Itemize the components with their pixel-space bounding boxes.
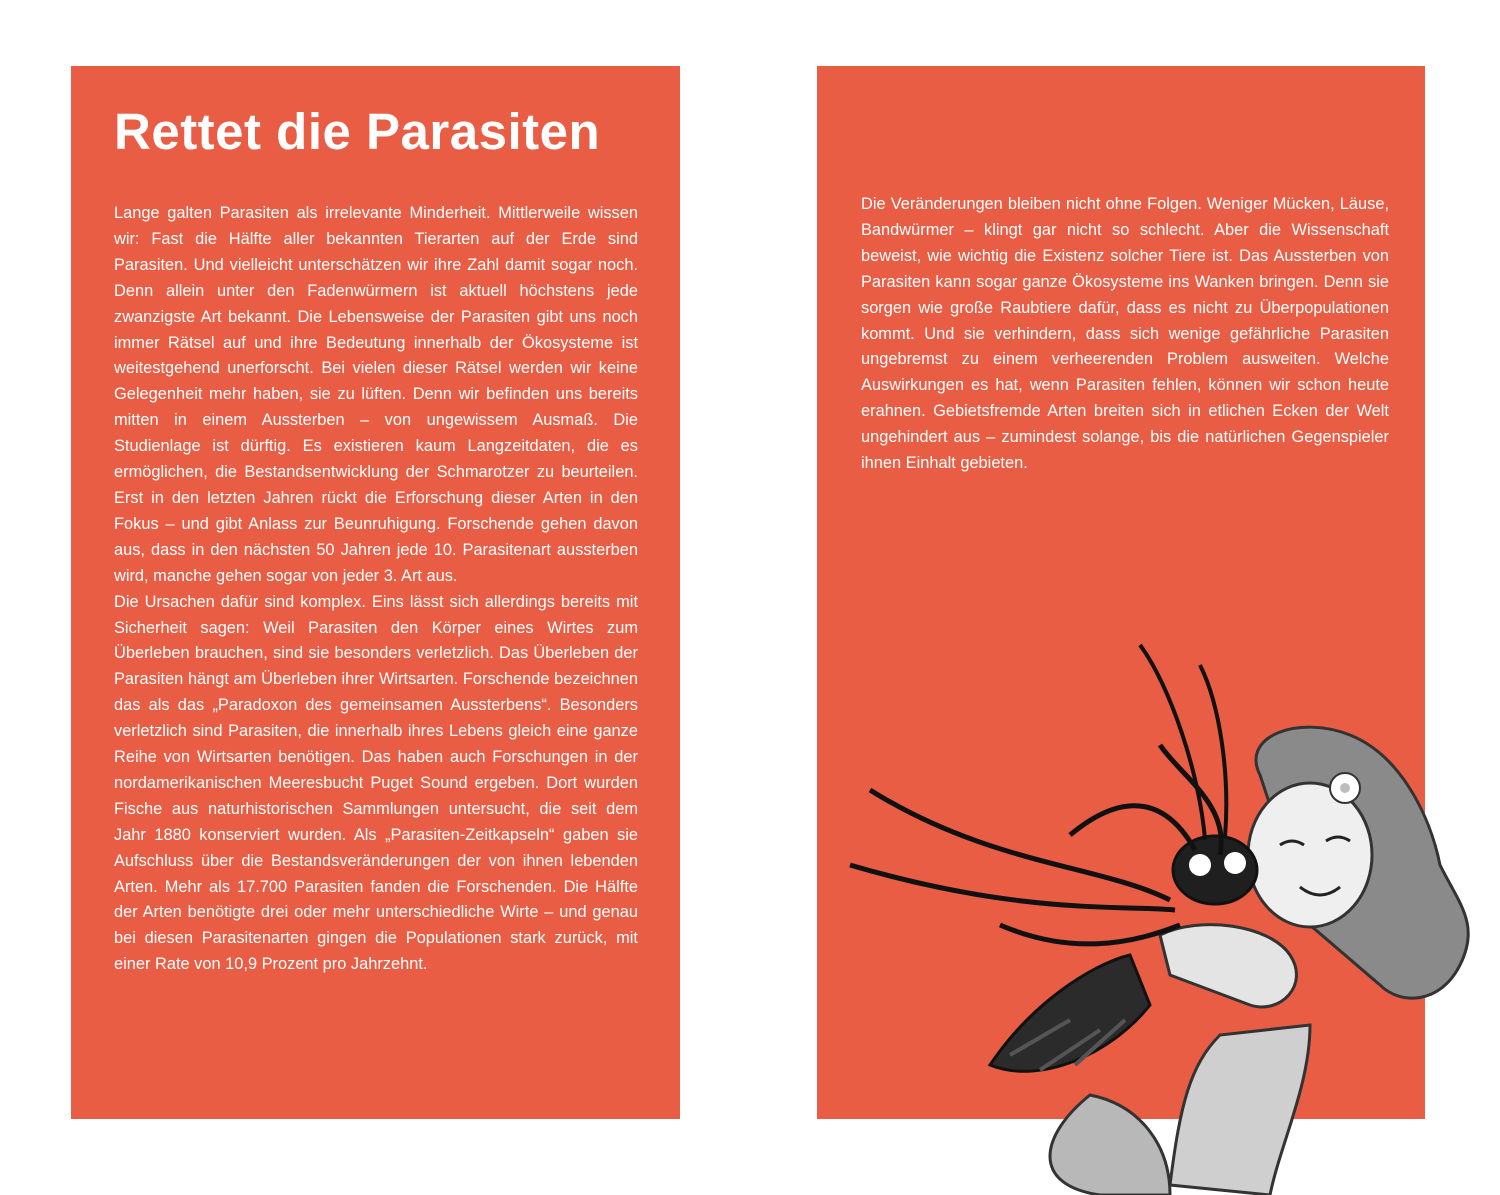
mosquito-wing xyxy=(1050,1095,1170,1195)
paragraph: Die Veränderungen bleiben nicht ohne Folgen. Weniger Mücken, Läuse, Bandwürmer – klingt gar nicht so schlecht. Aber die Wissenschaft beweist, wie wichtig die Existenz solcher Tiere ist. Das Aussterben von Parasiten kann sogar ganze Ökosysteme ins Wanken bringen. Denn sie sorgen wie große Raubtiere dafür, dass es nicht zu Überpopulationen kommt. Und sie verhindern, dass sich wenige gefährliche Parasiten ungebremst zu einem verheerenden Problem ausweiten. Welche Auswirkungen es hat, wenn Parasiten fehlen, können wir schon heute erahnen. Gebietsfremde Arten breiten sich in etlichen Ecken der Welt ungehindert aus – zumindest solange, bis die natürlichen Gegenspieler ihnen Einhalt gebieten. xyxy=(861,195,1389,473)
paragraph: Lange galten Parasiten als irrelevante Minderheit. Mittlerweile wissen wir: Fast die Hälfte aller bekannten Tierarten auf der Erde sind Parasiten. Und vielleicht unterschätzen wir ihre Zahl damit sogar noch. Denn allein unter den Fadenwürmern ist aktuell höchstens jede zwanzigste Art bekannt. Die Lebensweise der Parasiten gibt uns noch immer Rätsel auf und ihre Bedeutung innerhalb der Ökosysteme ist weitestgehend unerforscht. Bei vielen dieser Rätsel werden wir keine Gelegenheit mehr haben, sie zu lüften. Denn wir befinden uns bereits mitten in einem Aussterben – von ungewissem Ausmaß. Die Studienlage ist dürftig. Es existieren kaum Langzeitdaten, die es ermöglichen, die Bestandsentwicklung der Schmarotzer zu beurteilen. Erst in den letzten Jahren rückt die Erforschung dieser Arten in den Fokus – und gibt Anlass zur Beunruhigung. Forschende gehen davon aus, dass in den nächsten 50 Jahren jede 10. Parasitenart aussterben wird, manche gehen sogar von jeder 3. Art aus. xyxy=(114,204,638,585)
girl-hugging-mosquito-illustration xyxy=(840,625,1490,1195)
girl-arms xyxy=(1160,925,1296,1007)
mosquito-leg xyxy=(850,865,1175,910)
right-body-text xyxy=(861,192,1389,477)
mosquito-antenna xyxy=(1140,645,1205,840)
page-title: Rettet die Parasiten xyxy=(114,103,601,160)
left-page-panel xyxy=(71,66,680,1119)
paragraph: Die Ursachen dafür sind komplex. Eins lässt sich allerdings bereits mit Sicherheit sagen: Weil Parasiten den Körper eines Wirtes zum Überleben brauchen, sind sie besonders verletzlich. Das Überleben der Parasiten hängt am Überleben ihrer Wirtsarten. Forschende bezeichnen das als das „Paradoxon des gemeinsamen Aussterbens“. Besonders verletzlich sind Parasiten, die innerhalb ihres Lebens gleich eine ganze Reihe von Wirtsarten benötigen. Das haben auch Forschungen in der nordamerikanischen Meeresbucht Puget Sound ergeben. Dort wurden Fische aus naturhistorischen Sammlungen untersucht, die seit dem Jahr 1880 konserviert wurden. Als „Parasiten-Zeitkapseln“ gaben sie Aufschluss über die Bestandsveränderungen der von ihnen lebenden Arten. Mehr als 17.700 Parasiten fanden die Forschenden. Die Hälfte der Arten benötigte drei oder mehr unterschiedliche Wirte – und genau bei diesen Parasitenarten gingen die Populationen stark zurück, mit einer Rate von 10,9 Prozent pro Jahrzehnt. xyxy=(114,592,638,974)
mosquito-leg xyxy=(1070,806,1195,850)
left-body-text xyxy=(114,201,638,978)
mosquito-head xyxy=(1173,836,1257,904)
mosquito-leg xyxy=(1000,925,1180,944)
flower-icon xyxy=(1330,773,1360,803)
girl-face xyxy=(1248,783,1372,927)
dress xyxy=(1170,1025,1310,1195)
